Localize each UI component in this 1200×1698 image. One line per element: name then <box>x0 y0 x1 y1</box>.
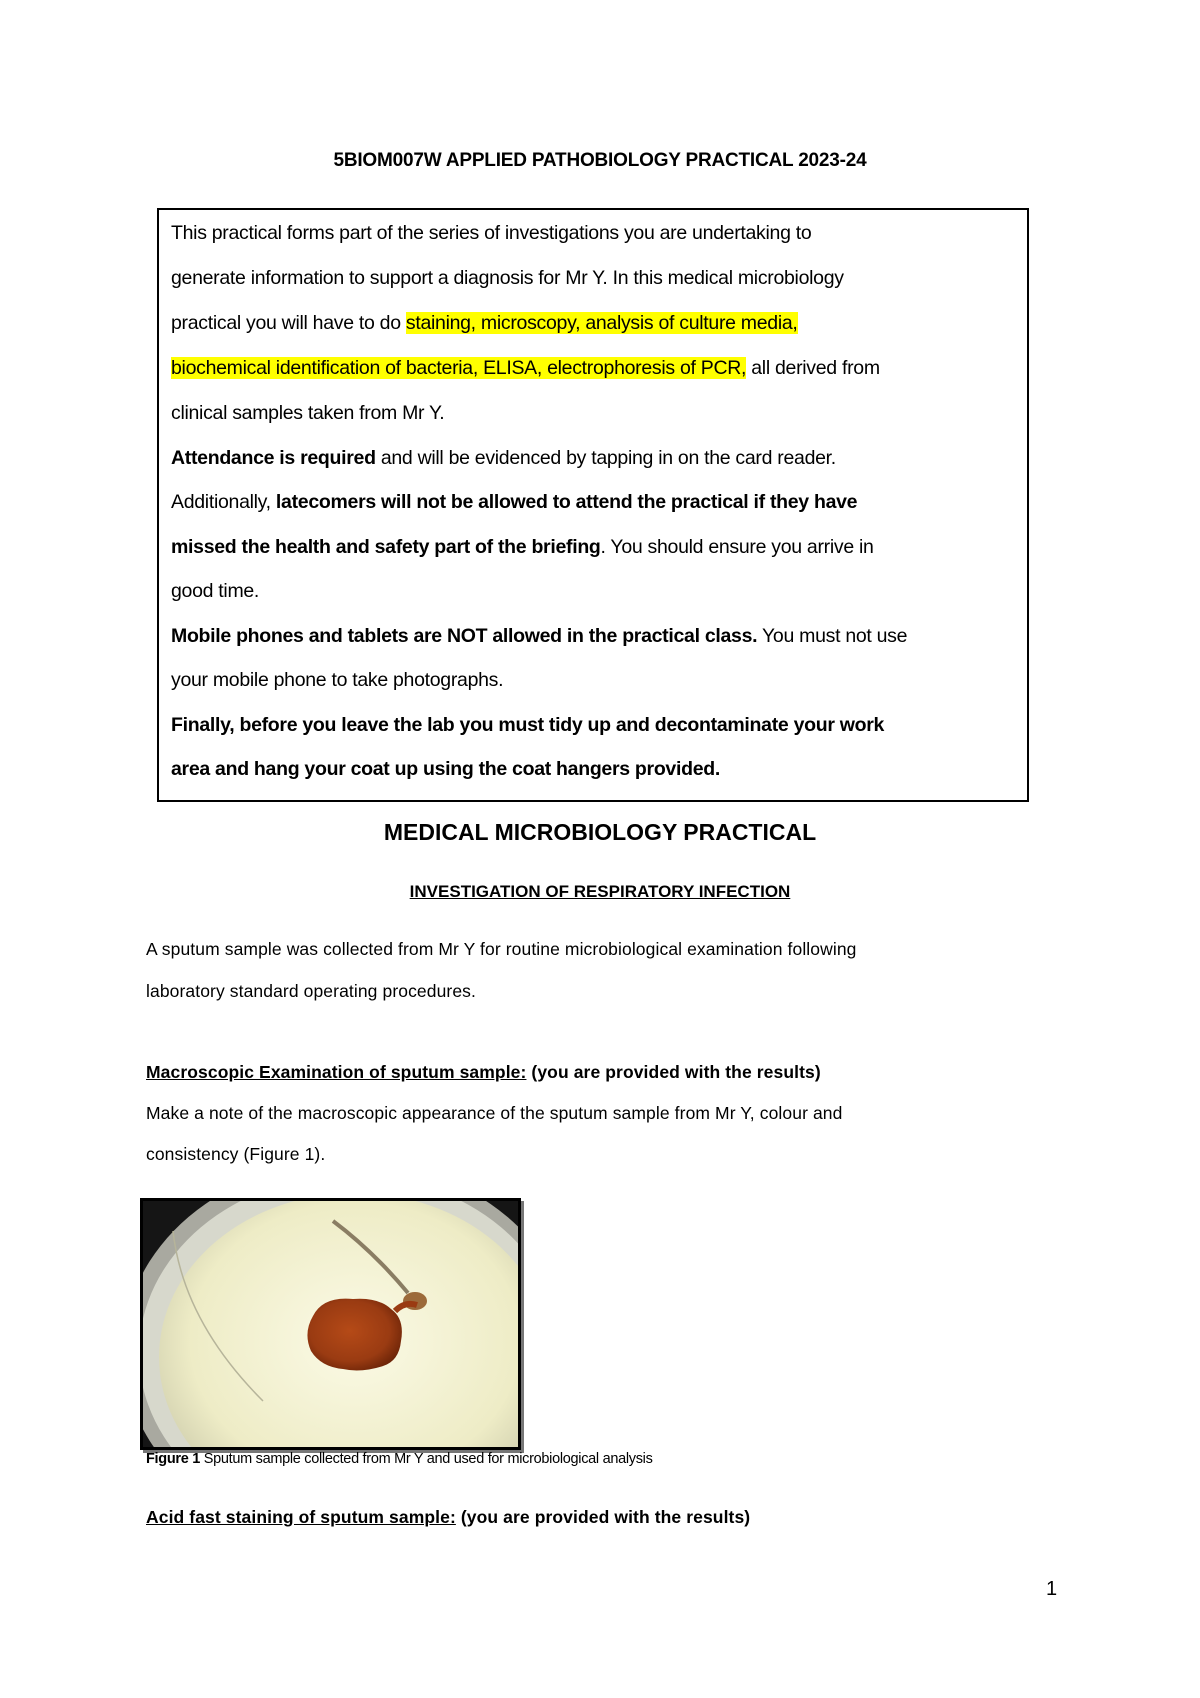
macroscopic-text-2: consistency (Figure 1). <box>146 1144 326 1164</box>
section-title: MEDICAL MICROBIOLOGY PRACTICAL <box>383 819 817 845</box>
macroscopic-text-1: Make a note of the macroscopic appearance of the sputum sample from Mr Y, colour and <box>146 1103 843 1123</box>
page-number: 1 <box>1046 1578 1058 1600</box>
notice-line-2: generate information to support a diagnosis for Mr Y. In this medical microbiology <box>171 267 844 289</box>
notice-line-attendance: Attendance is required and will be evidenced by tapping in on the card reader. <box>171 447 836 469</box>
notice-line-photographs: your mobile phone to take photographs. <box>171 669 504 691</box>
highlighted-text: staining, microscopy, analysis of culture media, <box>405 312 798 334</box>
subsection-title: INVESTIGATION OF RESPIRATORY INFECTION <box>409 882 791 901</box>
notice-line-coat: area and hang your coat up using the coat hangers provided. <box>171 758 720 780</box>
acid-fast-heading: Acid fast staining of sputum sample: (you are provided with the results) <box>146 1507 751 1527</box>
macroscopic-heading: Macroscopic Examination of sputum sample: (you are provided with the results) <box>146 1062 821 1082</box>
document-title: 5BIOM007W APPLIED PATHOBIOLOGY PRACTICAL 2023-24 <box>333 150 867 171</box>
notice-line-latecomers: Additionally, latecomers will not be allowed to attend the practical if they have <box>171 491 858 513</box>
intro-line-1: A sputum sample was collected from Mr Y for routine microbiological examination following <box>146 939 857 959</box>
sputum-sample-photo <box>140 1198 521 1450</box>
notice-line-mobile: Mobile phones and tablets are NOT allowed in the practical class. You must not use <box>171 625 908 647</box>
notice-line-good-time: good time. <box>171 580 260 602</box>
intro-line-2: laboratory standard operating procedures. <box>146 981 476 1001</box>
highlighted-text: biochemical identification of bacteria, ELISA, electrophoresis of PCR, <box>171 357 747 379</box>
figure-caption: Figure 1 Sputum sample collected from Mr Y and used for microbiological analysis <box>146 1451 653 1467</box>
notice-line-3: practical you will have to do staining, microscopy, analysis of culture media, <box>171 312 798 334</box>
notice-line-tidy: Finally, before you leave the lab you must tidy up and decontaminate your work <box>171 714 885 736</box>
notice-line-briefing: missed the health and safety part of the briefing. You should ensure you arrive in <box>171 536 874 558</box>
notice-line-1: This practical forms part of the series of investigations you are undertaking to <box>171 222 812 244</box>
notice-line-4: biochemical identification of bacteria, ELISA, electrophoresis of PCR, all derived from <box>171 357 880 379</box>
notice-line-5: clinical samples taken from Mr Y. <box>171 402 445 424</box>
petri-dish-image <box>143 1201 518 1447</box>
